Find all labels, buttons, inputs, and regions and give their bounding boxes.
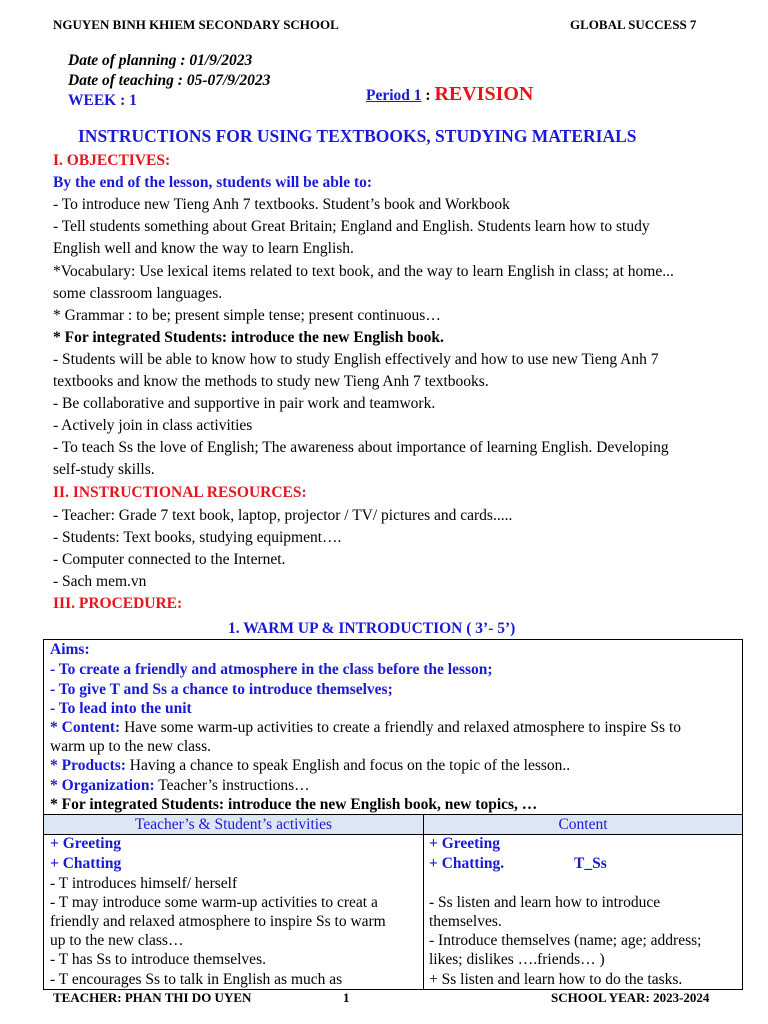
footer-teacher: TEACHER: PHAN THI DO UYEN: [53, 990, 252, 1005]
content-line-2: warm up to the new class.: [50, 738, 211, 755]
page-title: INSTRUCTIONS FOR USING TEXTBOOKS, STUDYING MATERIALS: [78, 126, 637, 146]
organization-label: * Organization:: [50, 777, 155, 794]
aim-item: - To lead into the unit: [50, 700, 192, 717]
activity-line: - T has Ss to introduce themselves.: [50, 951, 266, 968]
date-of-planning: Date of planning : 01/9/2023: [68, 52, 253, 69]
resource-line: - Sach mem.vn: [53, 573, 147, 590]
aims-box: [43, 639, 743, 815]
objectives-heading: I. OBJECTIVES:: [53, 152, 171, 169]
aim-item: - To create a friendly and atmosphere in the class before the lesson;: [50, 661, 493, 678]
activities-table: [43, 814, 743, 990]
date-of-teaching: Date of teaching : 05-07/9/2023: [68, 72, 271, 89]
activity-line: up to the new class…: [50, 932, 184, 949]
objective-line: - Students will be able to know how to study English effectively and how to use new Tieng Anh 7: [53, 351, 659, 368]
section-heading: 1. WARM UP & INTRODUCTION ( 3’- 5’): [228, 620, 516, 637]
objectives-lead: By the end of the lesson, students will be able to:: [53, 174, 373, 191]
objective-line: self-study skills.: [53, 461, 155, 478]
resources-heading: II. INSTRUCTIONAL RESOURCES:: [53, 484, 307, 501]
activity-line: - T encourages Ss to talk in English as much as: [50, 971, 343, 988]
procedure-heading: III. PROCEDURE:: [53, 595, 183, 612]
objective-line: * Grammar : to be; present simple tense; present continuous…: [53, 307, 441, 324]
footer-school-year: SCHOOL YEAR: 2023-2024: [551, 990, 710, 1005]
objective-line: - Actively join in class activities: [53, 417, 253, 434]
right-tss: T_Ss: [574, 855, 607, 872]
objective-line: - To introduce new Tieng Anh 7 textbooks. Student’s book and Workbook: [53, 196, 510, 213]
objective-line: *Vocabulary: Use lexical items related to text book, and the way to learn English in class; at home...: [53, 263, 674, 280]
period-number: Period 1: [366, 87, 422, 104]
col-header-content: Content: [558, 816, 608, 833]
aim-item: - To give T and Ss a chance to introduce themselves;: [50, 681, 393, 698]
school-name: NGUYEN BINH KHIEM SECONDARY SCHOOL: [53, 17, 339, 32]
objective-line: English well and know the way to learn English.: [53, 240, 354, 257]
activity-line: - T introduces himself/ herself: [50, 875, 238, 892]
content-text: Have some warm-up activities to create a friendly and relaxed atmosphere to inspire Ss to: [120, 719, 682, 736]
objective-line: textbooks and know the methods to study new Tieng Anh 7 textbooks.: [53, 373, 489, 390]
aims-label: Aims:: [50, 641, 90, 658]
products-line: [50, 757, 570, 775]
footer-page-number: 1: [343, 990, 350, 1005]
objectives-integrated: * For integrated Students: introduce the new English book.: [53, 329, 444, 346]
resource-line: - Teacher: Grade 7 text book, laptop, projector / TV/ pictures and cards.....: [53, 507, 513, 524]
activity-line: friendly and relaxed atmosphere to inspire Ss to warm: [50, 913, 386, 930]
period-title: REVISION: [434, 83, 534, 105]
right-greeting: + Greeting: [429, 835, 500, 852]
right-chatting: + Chatting.: [429, 855, 505, 872]
products-label: * Products:: [50, 757, 126, 774]
book-name: GLOBAL SUCCESS 7: [570, 17, 697, 32]
objective-line: - Be collaborative and supportive in pair work and teamwork.: [53, 395, 436, 412]
resource-line: - Students: Text books, studying equipment….: [53, 529, 342, 546]
left-greeting: + Greeting: [50, 835, 121, 852]
content-item: + Ss listen and learn how to do the tasks.: [429, 971, 683, 988]
period-separator: :: [421, 87, 435, 104]
content-label: * Content:: [50, 719, 121, 736]
content-line: [50, 719, 681, 737]
objective-line: - To teach Ss the love of English; The awareness about importance of learning English. Developing: [53, 439, 669, 456]
period-line: [366, 83, 533, 106]
table-divider: [423, 815, 424, 989]
resource-line: - Computer connected to the Internet.: [53, 551, 286, 568]
content-item: likes; dislikes ….friends… ): [429, 951, 605, 968]
products-text: Having a chance to speak English and focus on the topic of the lesson..: [125, 757, 571, 774]
content-item: - Introduce themselves (name; age; address;: [429, 932, 702, 949]
organization-text: Teacher’s instructions…: [154, 777, 310, 794]
activity-line: - T may introduce some warm-up activities to creat a: [50, 894, 378, 911]
objective-line: some classroom languages.: [53, 285, 223, 302]
objective-line: - Tell students something about Great Britain; England and English. Students learn how to study: [53, 218, 650, 235]
content-item: themselves.: [429, 913, 502, 930]
organization-line: [50, 777, 310, 795]
left-chatting: + Chatting: [50, 855, 122, 872]
week-label: WEEK : 1: [68, 92, 137, 109]
col-header-activities: Teacher’s & Student’s activities: [134, 816, 333, 833]
aims-integrated: * For integrated Students: introduce the new English book, new topics, …: [50, 796, 538, 813]
content-item: - Ss listen and learn how to introduce: [429, 894, 661, 911]
